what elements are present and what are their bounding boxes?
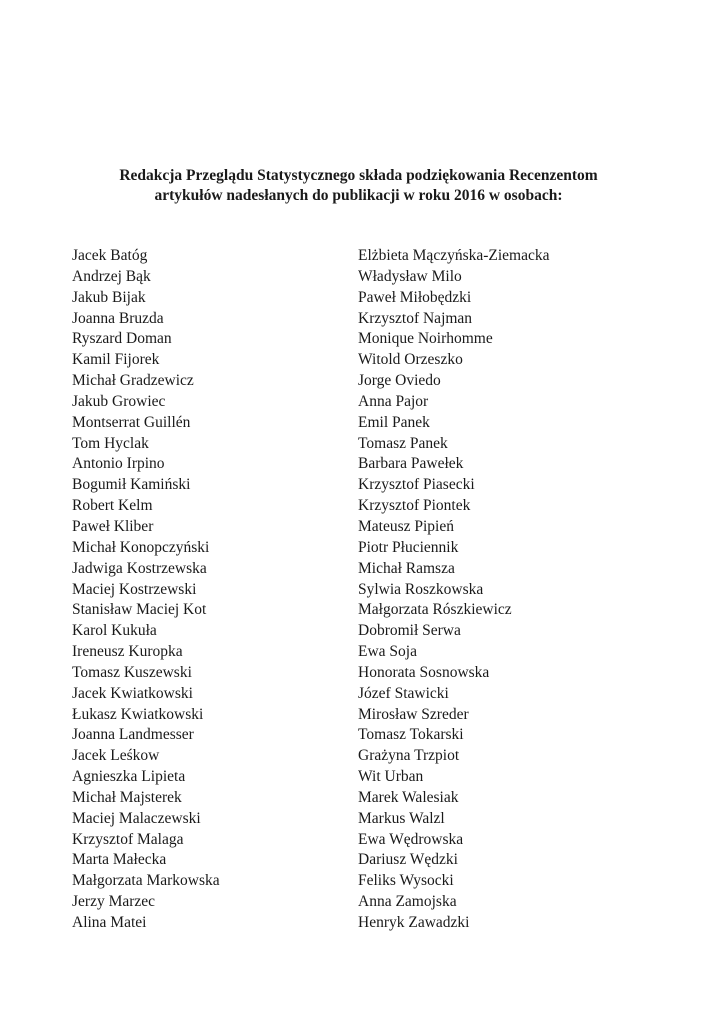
reviewer-name: Montserrat Guillén xyxy=(72,413,191,431)
reviewers-list-left xyxy=(72,246,220,934)
reviewer-name: Jacek Kwiatkowski xyxy=(72,684,193,702)
reviewer-name: Jacek Leśkow xyxy=(72,747,160,765)
reviewer-name: Michał Gradzewicz xyxy=(72,372,194,390)
reviewer-name: Dariusz Wędzki xyxy=(358,851,458,869)
reviewer-name: Stanisław Maciej Kot xyxy=(72,601,207,619)
reviewer-name: Małgorzata Rószkiewicz xyxy=(358,601,512,619)
reviewer-name: Małgorzata Markowska xyxy=(72,872,220,890)
reviewer-name: Dobromił Serwa xyxy=(358,622,461,640)
reviewer-name: Michał Ramsza xyxy=(358,559,455,577)
reviewer-name: Agnieszka Lipieta xyxy=(72,768,186,786)
reviewer-name: Tom Hyclak xyxy=(72,434,149,452)
reviewer-name: Antonio Irpino xyxy=(72,455,165,473)
reviewer-name: Jerzy Marzec xyxy=(72,893,156,911)
reviewer-name: Michał Konopczyński xyxy=(72,538,210,556)
reviewer-name: Wit Urban xyxy=(358,768,424,786)
reviewer-name: Maciej Kostrzewski xyxy=(72,580,197,598)
reviewer-name: Michał Majsterek xyxy=(72,788,182,806)
reviewer-name: Joanna Bruzda xyxy=(72,309,164,327)
reviewer-name: Honorata Sosnowska xyxy=(358,663,490,681)
reviewer-name: Krzysztof Piontek xyxy=(358,497,471,515)
reviewer-name: Jakub Bijak xyxy=(72,288,146,306)
reviewer-name: Kamil Fijorek xyxy=(72,351,160,369)
reviewer-name: Anna Pajor xyxy=(358,392,429,410)
reviewers-list-right xyxy=(358,246,550,934)
reviewer-name: Mateusz Pipień xyxy=(358,517,454,535)
reviewer-name: Ewa Wędrowska xyxy=(358,830,464,848)
reviewer-name: Łukasz Kwiatkowski xyxy=(72,705,204,723)
reviewer-name: Maciej Malaczewski xyxy=(72,809,201,827)
reviewer-name: Marek Walesiak xyxy=(358,788,459,806)
reviewer-name: Feliks Wysocki xyxy=(358,872,454,890)
reviewer-name: Jacek Batóg xyxy=(72,247,148,264)
reviewer-name: Krzysztof Najman xyxy=(358,309,473,327)
reviewer-name: Bogumił Kamiński xyxy=(72,476,191,494)
reviewer-name: Ewa Soja xyxy=(358,643,417,661)
reviewer-name: Sylwia Roszkowska xyxy=(358,580,484,598)
reviewer-name: Jorge Oviedo xyxy=(358,372,441,390)
reviewer-name: Witold Orzeszko xyxy=(358,351,463,369)
page-heading xyxy=(0,166,717,206)
reviewer-name: Markus Walzl xyxy=(358,809,445,827)
reviewer-name: Marta Małecka xyxy=(72,851,167,869)
reviewer-name: Anna Zamojska xyxy=(358,893,457,911)
reviewer-name: Jadwiga Kostrzewska xyxy=(72,559,207,577)
reviewer-name: Andrzej Bąk xyxy=(72,267,151,285)
reviewer-name: Ireneusz Kuropka xyxy=(72,643,183,661)
reviewer-name: Grażyna Trzpiot xyxy=(358,747,460,765)
heading-line-1: Redakcja Przeglądu Statystycznego składa podziękowania Recenzentom xyxy=(119,167,598,184)
reviewer-name: Karol Kukuła xyxy=(72,622,157,640)
reviewer-name: Tomasz Tokarski xyxy=(358,726,464,744)
reviewer-name: Tomasz Panek xyxy=(358,434,448,452)
reviewer-name: Joanna Landmesser xyxy=(72,726,194,744)
reviewer-name: Mirosław Szreder xyxy=(358,705,469,723)
reviewer-name: Krzysztof Malaga xyxy=(72,830,184,848)
heading-line-2: artykułów nadesłanych do publikacji w roku 2016 w osobach: xyxy=(154,187,563,204)
reviewer-name: Krzysztof Piasecki xyxy=(358,476,475,494)
reviewer-name: Barbara Pawełek xyxy=(358,455,464,473)
reviewer-name: Jakub Growiec xyxy=(72,392,166,410)
reviewer-name: Paweł Kliber xyxy=(72,517,154,535)
reviewer-name: Paweł Miłobędzki xyxy=(358,288,472,306)
reviewer-name: Monique Noirhomme xyxy=(358,330,493,348)
reviewer-name: Alina Matei xyxy=(72,914,147,931)
reviewer-name: Ryszard Doman xyxy=(72,330,172,348)
reviewer-name: Robert Kelm xyxy=(72,497,153,515)
reviewer-name: Henryk Zawadzki xyxy=(358,914,470,931)
reviewer-name: Tomasz Kuszewski xyxy=(72,663,192,681)
reviewer-name: Władysław Milo xyxy=(358,267,462,285)
reviewer-name: Elżbieta Mączyńska-Ziemacka xyxy=(358,247,550,264)
reviewer-name: Józef Stawicki xyxy=(358,684,449,702)
reviewer-name: Emil Panek xyxy=(358,413,430,431)
reviewer-name: Piotr Płuciennik xyxy=(358,538,459,556)
